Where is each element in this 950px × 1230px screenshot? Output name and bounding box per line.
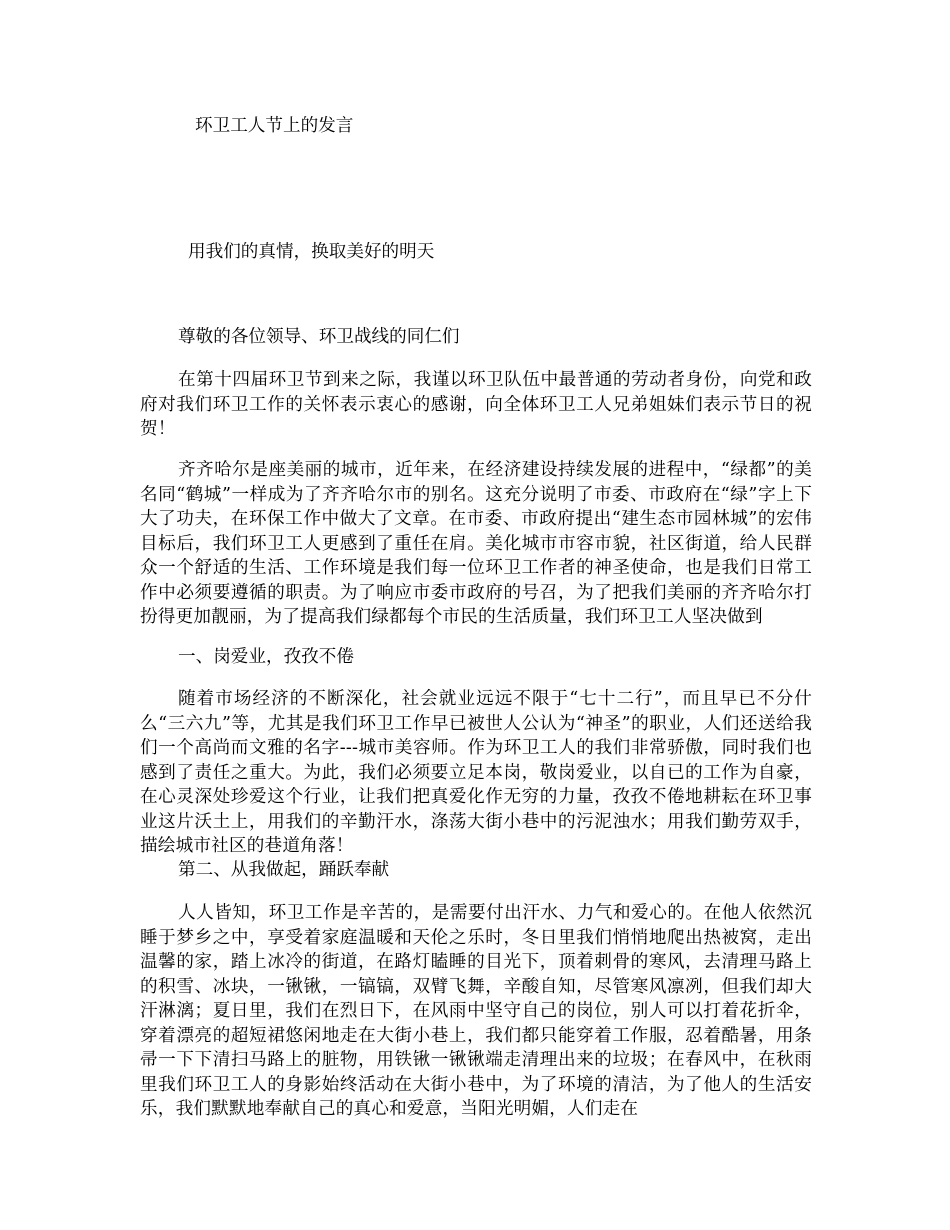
paragraph-4: 人人皆知，环卫工作是辛苦的，是需要付出汗水、力气和爱心的。在他人依然沉睡于梦乡之中，享受着家庭温暖和天伦之乐时，冬日里我们悄悄地爬出热被窝，走出温馨的家，踏上冰冷的街道，在路灯瞌睡的目光下，顶着刺骨的寒风，去清理马路上的积雪、冰块，一锹锹，一镐镐，双臂飞舞，辛酸自知，尽管寒风凛冽，但我们却大汗淋漓；夏日里，我们在烈日下，在风雨中坚守自己的岗位，别人可以打着花折伞，穿着漂亮的超短裙悠闲地走在大街小巷上，我们都只能穿着工作服，忍着酷暑，用条帚一下下清扫马路上的脏物，用铁锹一锹锹端走清理出来的垃圾；在春风中，在秋雨里我们环卫工人的身影始终活动在大街小巷中，为了环境的清洁，为了他人的生活安乐，我们默默地奉献自己的真心和爱意，当阳光明媚，人们走在 [140,903,812,1119]
document-subtitle: 用我们的真情，换取美好的明天 [188,242,435,262]
section-heading-1: 一、岗爱业，孜孜不倦 [178,647,354,667]
document-title: 环卫工人节上的发言 [195,116,354,136]
paragraph-3: 随着市场经济的不断深化，社会就业远远不限于“七十二行”，而且早已不分什么“三六九”等，尤其是我们环卫工作早已被世人公认为“神圣”的职业，人们还送给我们一个高尚而文雅的名字---城市美容师。作为环卫工人的我们非常骄傲，同时我们也感到了责任之重大。为此，我们必须要立足本岗，敬岗爱业，以自已的工作为自豪，在心灵深处珍爱这个行业，让我们把真爱化作无穷的力量，孜孜不倦地耕耘在环卫事业这片沃土上，用我们的辛勤汗水，涤荡大街小巷中的污泥浊水；用我们勤劳双手，描绘城市社区的巷道角落！ [140,689,812,856]
paragraph-2: 齐齐哈尔是座美丽的城市，近年来，在经济建设持续发展的进程中，“绿都”的美名同“鹤城”一样成为了齐齐哈尔市的别名。这充分说明了市委、市政府在“绿”字上下大了功夫，在环保工作中做大了文章。在市委、市政府提出“建生态市园林城”的宏伟目标后，我们环卫工人更感到了重任在肩。美化城市市容市貌，社区街道，给人民群众一个舒适的生活、工作环境是我们每一位环卫工作者的神圣使命，也是我们日常工作中必须要遵循的职责。为了响应市委市政府的号召，为了把我们美丽的齐齐哈尔打扮得更加靓丽，为了提高我们绿都每个市民的生活质量，我们环卫工人坚决做到 [140,460,812,627]
section-heading-2: 第二、从我做起，踊跃奉献 [178,860,390,880]
greeting-line: 尊敬的各位领导、环卫战线的同仁们 [178,327,460,347]
paragraph-1: 在第十四届环卫节到来之际，我谨以环卫队伍中最普通的劳动者身份，向党和政府对我们环卫工作的关怀表示衷心的感谢，向全体环卫工人兄弟姐妹们表示节日的祝贺！ [140,370,812,439]
